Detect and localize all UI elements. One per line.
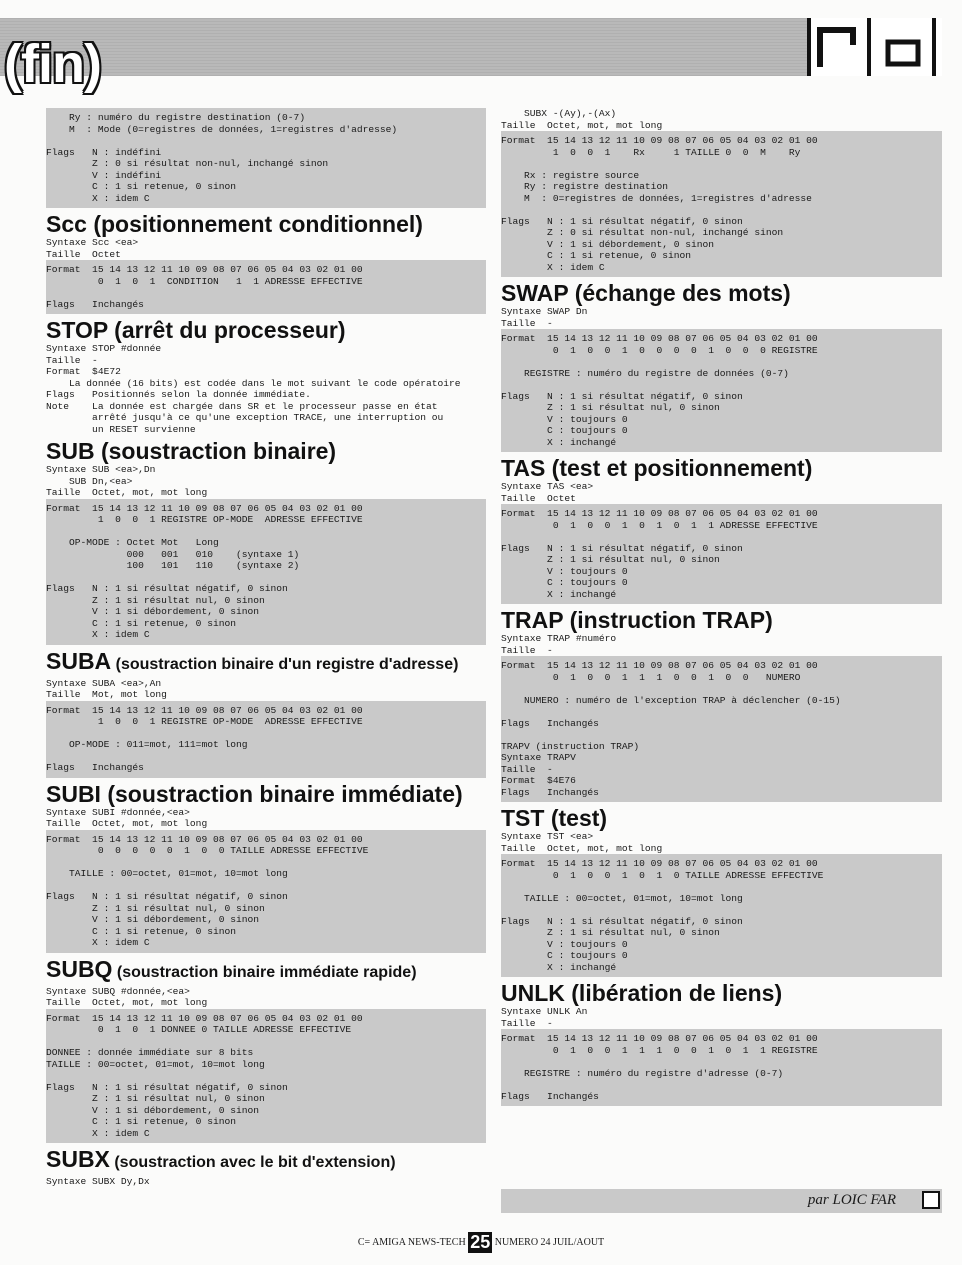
text-line: La donnée (16 bits) est codée dans le mot suivant le code opératoire <box>46 377 461 389</box>
text-line: Format 15 14 13 12 11 10 09 08 07 06 05 04 03 02 01 00 <box>46 264 363 275</box>
text-line: Flags Inchangés <box>501 717 599 729</box>
text-line: Flags Inchangés <box>46 762 144 773</box>
text-line <box>501 1079 942 1091</box>
text-line: M : Mode (0=registres de données, 1=registres d'adresse) <box>46 123 398 135</box>
text-line: Format 15 14 13 12 11 10 09 08 07 06 05 04 03 02 01 00 <box>501 660 818 671</box>
logo-icon <box>807 18 942 76</box>
heading-subtitle: (soustraction binaire immédiate rapide) <box>112 963 417 981</box>
format-block <box>501 854 942 977</box>
section-heading <box>46 1147 486 1175</box>
text-line: NUMERO : numéro de l'exception TRAP à déclencher (0-15) <box>501 694 841 706</box>
format-block <box>46 108 486 208</box>
syntax-block <box>501 633 942 656</box>
text-line: SUB Dn,<ea> <box>46 475 133 487</box>
text-line: Syntaxe Scc <ea> <box>46 237 139 248</box>
text-line <box>46 857 486 869</box>
format-block <box>501 656 942 802</box>
text-line: Taille - <box>501 317 553 329</box>
heading-text: STOP (arrêt du processeur) <box>46 317 346 343</box>
text-line: Flags N : 1 si résultat négatif, 0 sinon <box>501 915 743 927</box>
text-line: Flags N : 1 si résultat négatif, 0 sinon <box>46 1081 288 1093</box>
syntax-block <box>501 306 942 329</box>
text-line: Format 15 14 13 12 11 10 09 08 07 06 05 04 03 02 01 00 <box>46 1012 363 1024</box>
page-title: (fin) <box>4 34 101 94</box>
text-line: TRAPV (instruction TRAP) <box>501 740 640 752</box>
page-number: 25 <box>470 1232 491 1252</box>
syntax-block <box>46 807 486 830</box>
text-line: X : inchangé <box>501 961 617 973</box>
text-line: Taille Octet <box>46 248 121 260</box>
text-line <box>501 531 942 543</box>
text-line <box>501 158 942 170</box>
text-line <box>501 356 942 368</box>
logo-corner-shape <box>817 27 857 67</box>
text-line: M : 0=registres de données, 1=registres d'adresse <box>501 192 812 204</box>
text-line: Flags Inchangés <box>46 298 144 310</box>
heading-subtitle: (soustraction binaire d'un registre d'adresse) <box>111 655 459 673</box>
text-line: Format 15 14 13 12 11 10 09 08 07 06 05 04 03 02 01 00 <box>46 833 363 845</box>
text-line: Format 15 14 13 12 11 10 09 08 07 06 05 04 03 02 01 00 <box>501 333 818 344</box>
text-line: C : toujours 0 <box>501 950 628 961</box>
issue-info: NUMERO 24 JUIL/AOUT <box>494 1236 605 1248</box>
format-block <box>501 131 942 277</box>
right-column <box>501 108 942 1106</box>
text-line <box>501 379 942 391</box>
text-line: Z : 1 si résultat nul, 0 sinon <box>46 1093 265 1104</box>
section-heading <box>501 806 942 830</box>
text-line: Format 15 14 13 12 11 10 09 08 07 06 05 04 03 02 01 00 <box>501 135 818 146</box>
format-block <box>46 701 486 778</box>
text-line: Taille Mot, mot long <box>46 689 167 700</box>
heading-text: SUBQ <box>46 955 113 982</box>
text-line: Syntaxe SUBX Dy,Dx <box>46 1176 150 1187</box>
text-line <box>46 1070 486 1082</box>
logo-bar <box>807 18 811 76</box>
text-line: 0 1 0 0 1 0 1 0 TAILLE ADRESSE EFFECTIVE <box>501 869 824 881</box>
text-line: Taille - <box>46 354 98 366</box>
text-line: Flags Inchangés <box>501 1090 599 1102</box>
text-line: TAILLE : 00=octet, 01=mot, 10=mot long <box>501 892 743 904</box>
left-column <box>46 108 486 1188</box>
text-line: Z : 1 si résultat nul, 0 sinon <box>46 902 265 914</box>
heading-text: SUBX <box>46 1146 110 1172</box>
heading-text: SUBA <box>46 647 112 674</box>
text-line <box>46 751 486 763</box>
text-line: 1 0 0 1 REGISTRE OP-MODE ADRESSE EFFECTIVE <box>46 514 363 525</box>
text-line: C : 1 si retenue, 0 sinon <box>501 250 691 261</box>
text-line: X : idem C <box>46 192 150 204</box>
text-line: 0 1 0 0 1 1 1 0 0 1 0 0 NUMERO <box>501 671 801 683</box>
text-line: SUBX -(Ay),-(Ax) <box>501 108 617 119</box>
text-line <box>46 135 486 147</box>
text-line <box>501 1056 942 1068</box>
format-block <box>46 830 486 953</box>
heading-text: TST (test) <box>501 805 608 831</box>
text-line: DONNEE : donnée immédiate sur 8 bits <box>46 1047 254 1058</box>
format-block <box>46 1009 486 1144</box>
section-heading <box>46 782 486 806</box>
heading-text: UNLK (libération de liens) <box>501 980 783 1006</box>
text-line: X : inchangé <box>501 436 617 448</box>
text-line <box>46 728 486 740</box>
text-line: Z : 1 si résultat nul, 0 sinon <box>501 927 720 938</box>
text-line: Ry : registre destination <box>501 181 668 192</box>
text-line: Taille - <box>501 644 553 656</box>
syntax-block <box>46 678 486 701</box>
heading-subtitle: (soustraction avec le bit d'extension) <box>109 1154 396 1171</box>
text-line: Taille Octet, mot, mot long <box>501 842 663 854</box>
text-line <box>501 706 942 718</box>
text-line: 0 1 0 0 1 1 1 0 0 1 0 1 1 REGISTRE <box>501 1044 818 1056</box>
format-block <box>501 504 942 604</box>
text-line: Syntaxe TRAPV <box>501 752 576 763</box>
text-line <box>46 880 486 892</box>
syntax-block <box>46 343 486 435</box>
text-line: Taille - <box>501 763 553 775</box>
syntax-block <box>46 237 486 260</box>
text-line: 000 001 010 (syntaxe 1) <box>46 548 300 560</box>
text-line: V : 1 si débordement, 0 sinon <box>501 238 715 250</box>
text-line: X : idem C <box>501 261 605 273</box>
section-heading <box>46 318 486 342</box>
heading-text: SWAP (échange des mots) <box>501 280 791 306</box>
section-heading <box>46 957 486 985</box>
text-line: 0 1 0 1 CONDITION 1 1 ADRESSE EFFECTIVE <box>46 275 363 287</box>
text-line: Syntaxe SUBQ #donnée,<ea> <box>46 985 190 997</box>
text-line: 0 1 0 0 1 0 1 0 1 1 ADRESSE EFFECTIVE <box>501 519 818 531</box>
text-line: X : inchangé <box>501 588 617 600</box>
text-line: Format $4E76 <box>501 775 576 786</box>
text-line <box>501 881 942 893</box>
format-block <box>501 1029 942 1106</box>
text-line: TAILLE : 00=octet, 01=mot, 10=mot long <box>46 868 288 879</box>
text-line: Syntaxe STOP #donnée <box>46 343 162 354</box>
magazine-name: C= AMIGA NEWS-TECH <box>357 1236 466 1248</box>
text-line: arrêté jusqu'à ce qu'une exception TRACE, une interruption ou <box>46 412 444 423</box>
text-line: Format $4E72 <box>46 366 121 377</box>
text-line: Format 15 14 13 12 11 10 09 08 07 06 05 04 03 02 01 00 <box>501 1033 818 1044</box>
text-line: Syntaxe UNLK An <box>501 1006 588 1017</box>
text-line: 0 1 0 0 1 0 0 0 0 1 0 0 0 REGISTRE <box>501 344 818 356</box>
text-line: Taille Octet <box>501 492 576 504</box>
text-line: REGISTRE : numéro du registre d'adresse (0-7) <box>501 1067 784 1079</box>
text-line: X : idem C <box>46 1127 150 1139</box>
text-line: Syntaxe SUBI #donnée,<ea> <box>46 806 190 818</box>
text-line: 100 101 110 (syntaxe 2) <box>46 560 300 571</box>
text-line: OP-MODE : 011=mot, 111=mot long <box>46 739 248 750</box>
text-line <box>501 729 942 741</box>
syntax-block <box>501 831 942 854</box>
header-banner <box>0 18 942 94</box>
text-line: 1 0 0 1 REGISTRE OP-MODE ADRESSE EFFECTIVE <box>46 716 363 727</box>
section-heading <box>501 981 942 1005</box>
text-line: V : toujours 0 <box>501 413 628 425</box>
text-line: 0 1 0 1 DONNEE 0 TAILLE ADRESSE EFFECTIVE <box>46 1024 352 1035</box>
logo-bar <box>932 18 936 76</box>
text-line: Rx : registre source <box>501 169 640 181</box>
text-line: REGISTRE : numéro du registre de données (0-7) <box>501 367 789 379</box>
author-signature: par LOIC FAR <box>807 1192 896 1208</box>
text-line: V : toujours 0 <box>501 938 628 950</box>
text-line: V : toujours 0 <box>501 565 628 577</box>
text-line: Flags N : 1 si résultat négatif, 0 sinon <box>501 215 743 227</box>
heading-text: TRAP (instruction TRAP) <box>501 607 773 633</box>
text-line: X : idem C <box>46 937 150 948</box>
text-line: Syntaxe SWAP Dn <box>501 306 588 317</box>
text-line: Flags N : 1 si résultat négatif, 0 sinon <box>46 891 288 902</box>
text-line: V : 1 si débordement, 0 sinon <box>46 1104 260 1116</box>
text-line: Taille Octet, mot, mot long <box>501 119 663 131</box>
text-line: Format 15 14 13 12 11 10 09 08 07 06 05 04 03 02 01 00 <box>46 704 363 716</box>
text-line: Taille Octet, mot, mot long <box>46 487 208 498</box>
text-line: Note La donnée est chargée dans SR et le processeur passe en état <box>46 400 438 412</box>
text-line: Z : 0 si résultat non-nul, inchangé sinon <box>46 158 329 169</box>
text-line: Syntaxe SUB <ea>,Dn <box>46 464 156 475</box>
logo-bar <box>867 18 871 76</box>
section-heading <box>501 608 942 632</box>
text-line: Flags N : 1 si résultat négatif, 0 sinon <box>501 390 743 402</box>
heading-text: SUB (soustraction binaire) <box>46 438 337 464</box>
syntax-block <box>501 1006 942 1029</box>
heading-text: TAS (test et positionnement) <box>501 455 813 481</box>
syntax-block <box>46 1176 486 1188</box>
text-line: Taille Octet, mot, mot long <box>46 997 208 1008</box>
text-line: 0 0 0 0 0 1 0 0 TAILLE ADRESSE EFFECTIVE <box>46 845 369 856</box>
text-line: C : 1 si retenue, 0 sinon <box>46 925 236 937</box>
text-line: TAILLE : 00=octet, 01=mot, 10=mot long <box>46 1058 265 1070</box>
text-line: X : idem C <box>46 629 150 640</box>
text-line: Flags N : 1 si résultat négatif, 0 sinon <box>501 542 743 554</box>
text-line: Flags N : indéfini <box>46 146 162 158</box>
section-heading <box>46 649 486 677</box>
section-heading <box>501 281 942 305</box>
syntax-block <box>501 481 942 504</box>
text-line: Ry : numéro du registre destination (0-7) <box>46 112 306 123</box>
heading-text: Scc (positionnement conditionnel) <box>46 211 423 237</box>
text-line: 1 0 0 1 Rx 1 TAILLE 0 0 M Ry <box>501 146 801 158</box>
text-line: Format 15 14 13 12 11 10 09 08 07 06 05 04 03 02 01 00 <box>501 858 818 869</box>
text-line: V : indéfini <box>46 169 162 181</box>
text-line: C : 1 si retenue, 0 sinon <box>46 181 236 192</box>
section-heading <box>46 212 486 236</box>
text-line: Format 15 14 13 12 11 10 09 08 07 06 05 04 03 02 01 00 <box>501 508 818 519</box>
signature-bar <box>501 1189 942 1213</box>
text-line <box>501 204 942 216</box>
text-line: Flags N : 1 si résultat négatif, 0 sinon <box>46 583 288 594</box>
text-line: Syntaxe TAS <ea> <box>501 481 594 492</box>
text-line: V : 1 si débordement, 0 sinon <box>46 914 260 925</box>
text-line: Taille Octet, mot, mot long <box>46 818 208 829</box>
page-footer <box>0 1232 962 1253</box>
text-line: C : 1 si retenue, 0 sinon <box>46 1116 236 1127</box>
text-line <box>501 683 942 695</box>
format-block <box>501 329 942 452</box>
syntax-block <box>46 986 486 1009</box>
text-line: V : 1 si débordement, 0 sinon <box>46 606 260 617</box>
heading-text: SUBI (soustraction binaire immédiate) <box>46 780 463 807</box>
text-line: Z : 0 si résultat non-nul, inchangé sinon <box>501 227 784 238</box>
text-line: Z : 1 si résultat nul, 0 sinon <box>501 554 720 565</box>
text-line: C : 1 si retenue, 0 sinon <box>46 617 236 629</box>
text-line: Flags Inchangés <box>501 786 599 798</box>
text-line <box>501 904 942 916</box>
text-line: Flags Positionnés selon la donnée immédiate. <box>46 389 311 400</box>
format-block <box>46 499 486 645</box>
syntax-block <box>46 464 486 499</box>
text-line <box>46 572 486 584</box>
text-line <box>46 526 486 538</box>
syntax-block <box>501 108 942 131</box>
text-line: OP-MODE : Octet Mot Long <box>46 537 219 548</box>
format-block <box>46 260 486 314</box>
text-line: C : toujours 0 <box>501 577 628 588</box>
text-line: Taille - <box>501 1017 553 1029</box>
logo-square-shape <box>885 32 923 68</box>
text-line: Syntaxe SUBA <ea>,An <box>46 677 162 689</box>
section-heading <box>501 456 942 480</box>
text-line: Z : 1 si résultat nul, 0 sinon <box>501 402 720 413</box>
end-mark-icon <box>922 1191 940 1209</box>
text-line: Syntaxe TST <ea> <box>501 831 594 842</box>
text-line: C : toujours 0 <box>501 425 628 436</box>
text-line <box>46 1036 486 1048</box>
section-heading <box>46 439 486 463</box>
text-line <box>46 287 486 299</box>
text-line: Z : 1 si résultat nul, 0 sinon <box>46 594 265 606</box>
text-line: un RESET survienne <box>46 423 196 435</box>
text-line: Syntaxe TRAP #numéro <box>501 633 617 644</box>
text-line: Format 15 14 13 12 11 10 09 08 07 06 05 04 03 02 01 00 <box>46 502 363 514</box>
